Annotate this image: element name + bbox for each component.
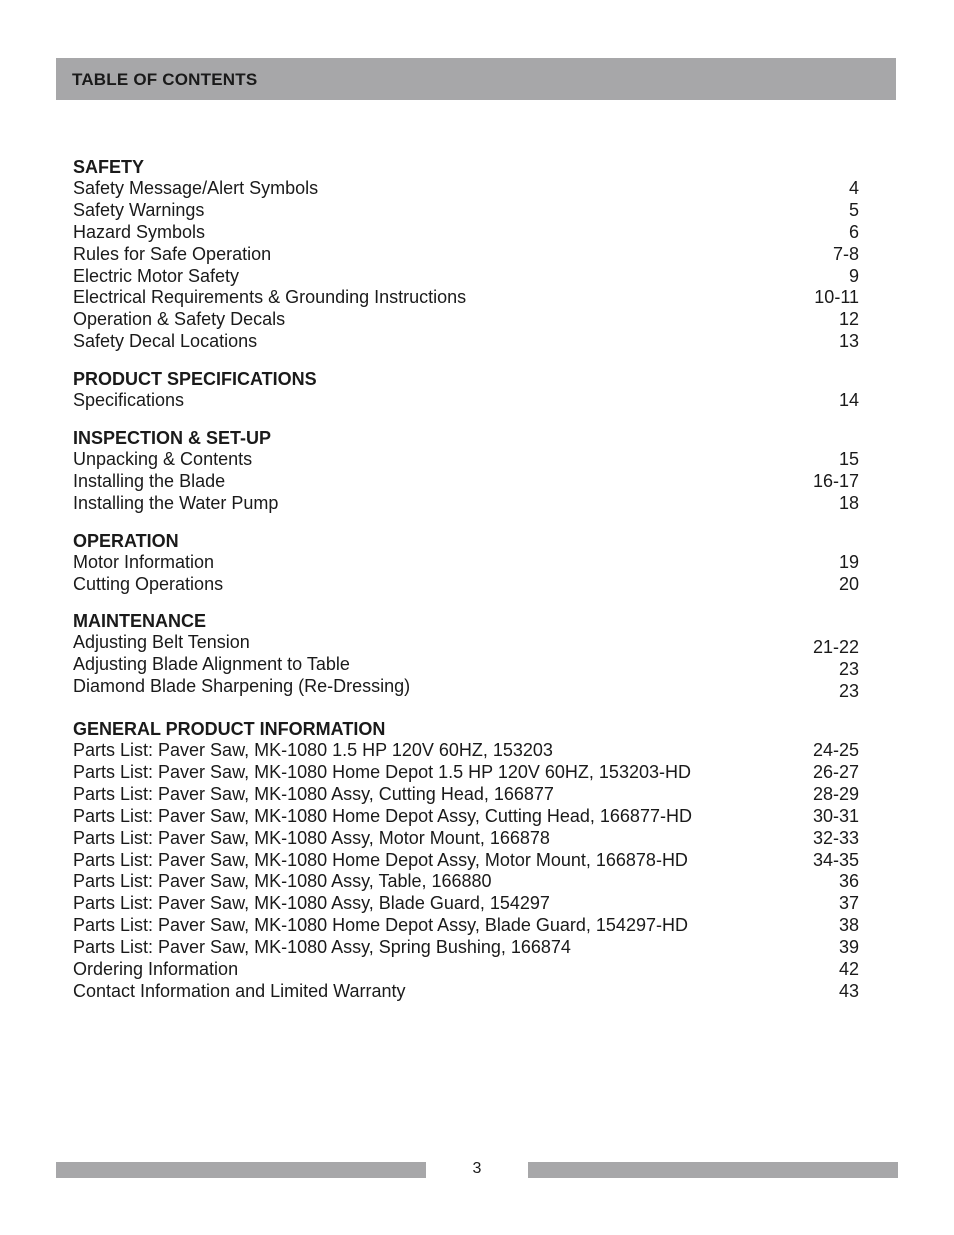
toc-entry-page: 38 [838, 915, 859, 936]
toc-entry-label: Parts List: Paver Saw, MK-1080 Assy, Cutting Head, 166877 [73, 783, 554, 804]
toc-entry-page: 34-35 [812, 849, 859, 870]
toc-entry-label: Ordering Information [73, 959, 239, 980]
toc-entry-label: Parts List: Paver Saw, MK-1080 Assy, Motor Mount, 166878 [73, 827, 550, 848]
toc-section [73, 718, 859, 1003]
toc-entry-label: Specifications [73, 390, 185, 411]
toc-section [73, 156, 859, 353]
section-title: PRODUCT SPECIFICATIONS [73, 369, 317, 390]
toc-entry-label: Electrical Requirements & Grounding Instructions [73, 287, 467, 308]
toc-entry-page: 14 [838, 390, 859, 411]
footer-bar-left [56, 1162, 426, 1178]
toc-entry-label: Parts List: Paver Saw, MK-1080 Home Depot 1.5 HP 120V 60HZ, 153203-HD [73, 762, 691, 783]
toc-entry-label: Parts List: Paver Saw, MK-1080 1.5 HP 120V 60HZ, 153203 [73, 740, 553, 761]
toc-entry-page: 16-17 [812, 470, 859, 491]
toc-entry-page: 26-27 [812, 762, 859, 783]
toc-entry-page: 15 [838, 449, 859, 470]
toc-entry-label: Operation & Safety Decals [73, 309, 286, 330]
toc-entry-label: Unpacking & Contents [73, 449, 253, 470]
toc-entry-page: 9 [848, 265, 859, 286]
toc-entry-label: Parts List: Paver Saw, MK-1080 Assy, Blade Guard, 154297 [73, 893, 550, 914]
toc-entry-page: 42 [838, 959, 859, 980]
toc-entry-label: Installing the Blade [73, 470, 226, 491]
toc-entry-page: 32-33 [812, 827, 859, 848]
toc-entry-label: Parts List: Paver Saw, MK-1080 Home Depot Assy, Motor Mount, 166878-HD [73, 849, 688, 870]
section-title: OPERATION [73, 530, 179, 551]
toc-entry-label: Parts List: Paver Saw, MK-1080 Assy, Spring Bushing, 166874 [73, 937, 571, 958]
footer-bar-right [528, 1162, 898, 1178]
section-title: SAFETY [73, 157, 145, 177]
toc-entry-label: Safety Warnings [73, 199, 205, 220]
toc-entry-page: 37 [838, 893, 859, 914]
toc-entry-page: 7-8 [832, 243, 859, 264]
toc-entry-page: 28-29 [812, 783, 859, 804]
header-bar [56, 58, 896, 100]
toc-entry-page: 18 [838, 492, 859, 513]
toc-entry-label: Contact Information and Limited Warranty [73, 980, 406, 1001]
toc-entry-page: 19 [838, 551, 859, 572]
toc-entry-page: 20 [838, 573, 859, 594]
toc-entry-page: 10-11 [814, 287, 859, 308]
toc-entry-page: 39 [838, 937, 859, 958]
toc-entry-label: Cutting Operations [73, 573, 224, 594]
toc-entry-label: Adjusting Blade Alignment to Table [73, 654, 350, 675]
toc-entry-label: Diamond Blade Sharpening (Re-Dressing) [73, 676, 411, 697]
page-title: TABLE OF CONTENTS [72, 70, 258, 89]
toc-entry-page: 21-22 [812, 637, 859, 658]
toc-entry-page: 13 [838, 331, 859, 352]
table-of-contents [73, 156, 859, 1018]
toc-entry-label: Parts List: Paver Saw, MK-1080 Assy, Table, 166880 [73, 871, 492, 892]
page-number: 3 [472, 1160, 482, 1177]
toc-entry-page: 23 [838, 681, 859, 702]
section-title: MAINTENANCE [73, 611, 206, 632]
toc-section [73, 368, 859, 412]
toc-entry-label: Electric Motor Safety [73, 265, 240, 286]
toc-entry-label: Safety Message/Alert Symbols [73, 178, 319, 198]
toc-entry-label: Hazard Symbols [73, 221, 206, 242]
toc-entry-label: Parts List: Paver Saw, MK-1080 Home Depot Assy, Cutting Head, 166877-HD [73, 805, 692, 826]
toc-entry-label: Motor Information [73, 551, 215, 572]
toc-entry-page: 36 [838, 871, 859, 892]
toc-section [73, 427, 859, 515]
toc-entry-label: Rules for Safe Operation [73, 243, 272, 264]
toc-entry-label: Installing the Water Pump [73, 492, 279, 513]
section-title: INSPECTION & SET-UP [73, 428, 272, 449]
toc-entry-label: Parts List: Paver Saw, MK-1080 Home Depot Assy, Blade Guard, 154297-HD [73, 915, 688, 936]
toc-entry-page: 12 [838, 309, 859, 330]
toc-entry-label: Safety Decal Locations [73, 331, 258, 352]
toc-section [73, 610, 859, 703]
toc-entry-page: 4 [848, 178, 859, 198]
section-title: GENERAL PRODUCT INFORMATION [73, 719, 386, 740]
toc-entry-page: 43 [838, 980, 859, 1001]
toc-section [73, 530, 859, 596]
toc-entry-page: 24-25 [812, 740, 859, 761]
toc-entry-page: 30-31 [812, 805, 859, 826]
toc-entry-label: Adjusting Belt Tension [73, 632, 250, 653]
toc-entry-page: 23 [838, 659, 859, 680]
toc-entry-page: 6 [848, 221, 859, 242]
toc-entry-page: 5 [848, 199, 859, 220]
